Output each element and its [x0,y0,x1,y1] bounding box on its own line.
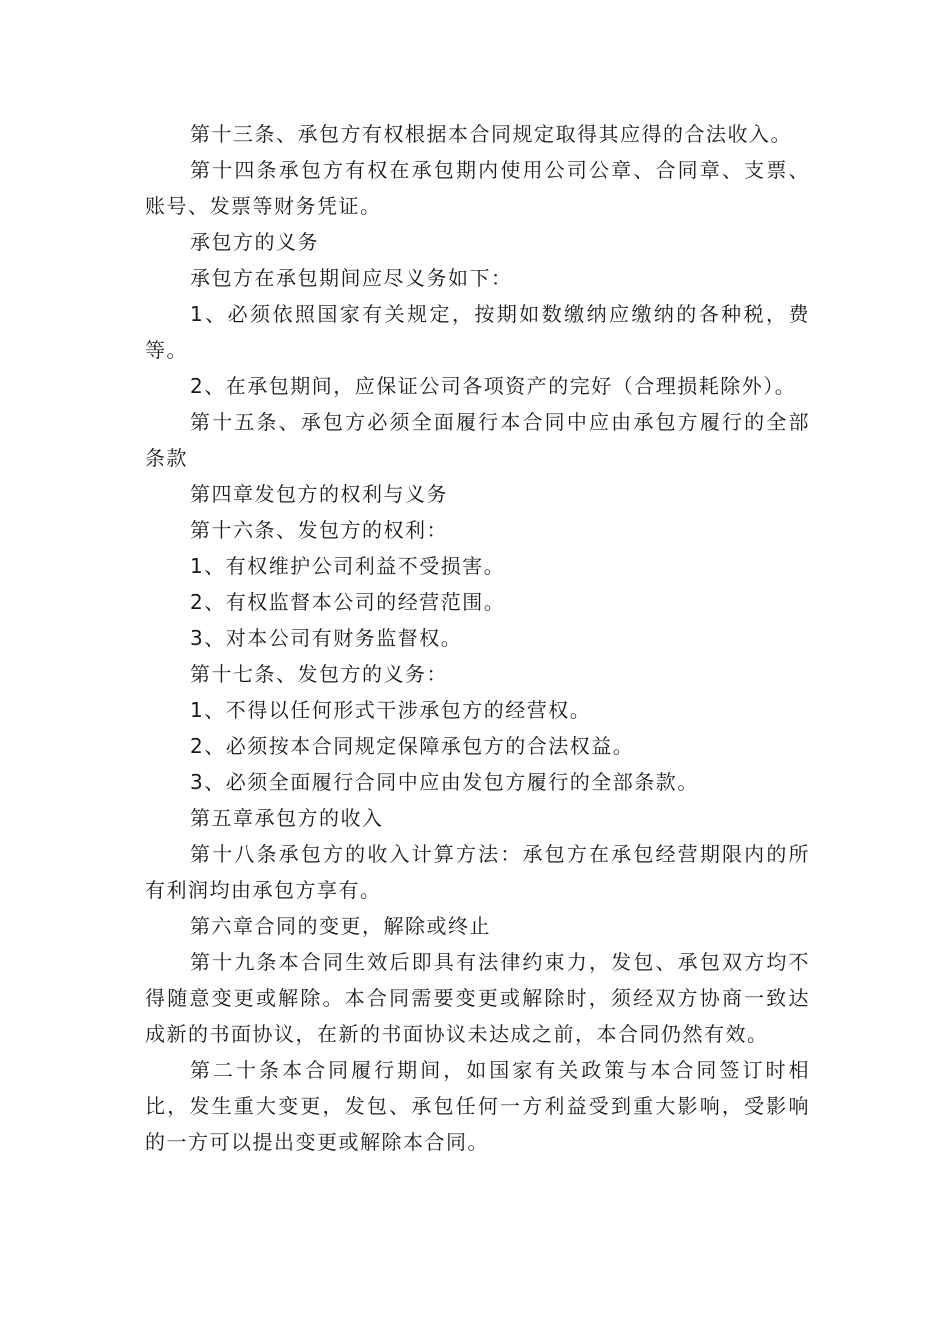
paragraph-article-17: 第十七条、发包方的义务： [190,662,448,686]
list-item-duty-3: 3、必须全面履行合同中应由发包方履行的全部条款。 [190,770,699,794]
paragraph-article-18: 第十八条承包方的收入计算方法：承包方在承包经营期限内的所有利润均由承包方享有。 [145,842,810,902]
list-item-right-1: 1、有权维护公司利益不受损害。 [190,554,506,578]
list-item-right-3: 3、对本公司有财务监督权。 [190,626,463,650]
chapter-heading-4: 第四章发包方的权利与义务 [190,482,448,506]
paragraph-article-13: 第十三条、承包方有权根据本合同规定取得其应得的合法收入。 [190,122,792,146]
list-item-duty-2: 2、必须按本合同规定保障承包方的合法权益。 [190,734,635,758]
paragraph-obligations-intro: 承包方在承包期间应尽义务如下： [190,266,513,290]
list-item-obligation-2: 2、在承包期间，应保证公司各项资产的完好（合理损耗除外）。 [190,374,797,398]
heading-contractor-obligations: 承包方的义务 [190,230,319,254]
paragraph-article-14: 第十四条承包方有权在承包期内使用公司公章、合同章、支票、账号、发票等财务凭证。 [145,158,810,218]
list-item-obligation-1: 1、必须依照国家有关规定，按期如数缴纳应缴纳的各种税，费等。 [145,302,810,362]
list-item-right-2: 2、有权监督本公司的经营范围。 [190,590,506,614]
chapter-heading-6: 第六章合同的变更，解除或终止 [190,914,491,938]
paragraph-article-15: 第十五条、承包方必须全面履行本合同中应由承包方履行的全部条款 [145,410,810,470]
paragraph-article-16: 第十六条、发包方的权利： [190,518,448,542]
chapter-heading-5: 第五章承包方的收入 [190,806,384,830]
paragraph-article-20: 第二十条本合同履行期间，如国家有关政策与本合同签订时相比，发生重大变更，发包、承包任何一方利益受到重大影响，受影响的一方可以提出变更或解除本合同。 [145,1058,810,1154]
list-item-duty-1: 1、不得以任何形式干涉承包方的经营权。 [190,698,592,722]
paragraph-article-19: 第十九条本合同生效后即具有法律约束力，发包、承包双方均不得随意变更或解除。本合同需要变更或解除时，须经双方协商一致达成新的书面协议，在新的书面协议未达成之前，本合同仍然有效。 [145,950,810,1046]
